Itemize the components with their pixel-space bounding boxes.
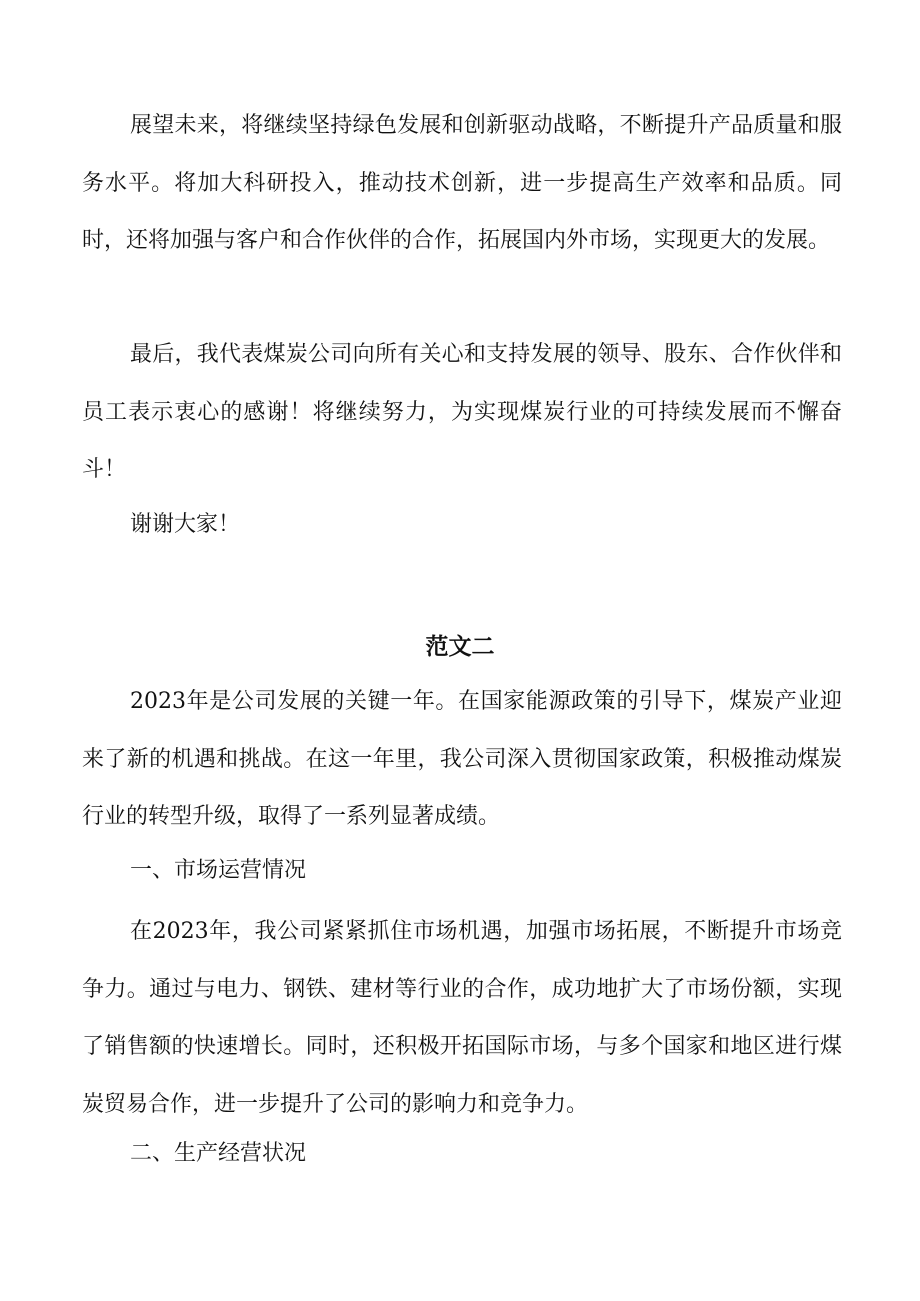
- section-title: 范文二: [425, 634, 495, 660]
- paragraph-intro: 2023年是公司发展的关键一年。在国家能源政策的引导下，煤炭产业迎来了新的机遇和挑战。在这一年里，我公司深入贯彻国家政策，积极推动煤炭行业的转型升级，取得了一系列显著成绩。: [82, 689, 842, 829]
- paragraph-thanks: 最后，我代表煤炭公司向所有关心和支持发展的领导、股东、合作伙伴和员工表示衷心的感谢！将继续努力，为实现煤炭行业的可持续发展而不懈奋斗！: [82, 342, 842, 482]
- paragraph-market: 在2023年，我公司紧紧抓住市场机遇，加强市场拓展，不断提升市场竞争力。通过与电力、钢铁、建材等行业的合作，成功地扩大了市场份额，实现了销售额的快速增长。同时，还积极开拓国际市场，与多个国家和地区进行煤炭贸易合作，进一步提升了公司的影响力和竞争力。: [82, 919, 842, 1117]
- subheading-market: 一、市场运营情况: [130, 858, 307, 883]
- paragraph-closing: 谢谢大家！: [130, 512, 241, 537]
- subheading-production: 二、生产经营状况: [130, 1141, 307, 1166]
- paragraph-outlook: 展望未来，将继续坚持绿色发展和创新驱动战略，不断提升产品质量和服务水平。将加大科研投入，推动技术创新，进一步提高生产效率和品质。同时，还将加强与客户和合作伙伴的合作，拓展国内外市场，实现更大的发展。: [82, 113, 842, 253]
